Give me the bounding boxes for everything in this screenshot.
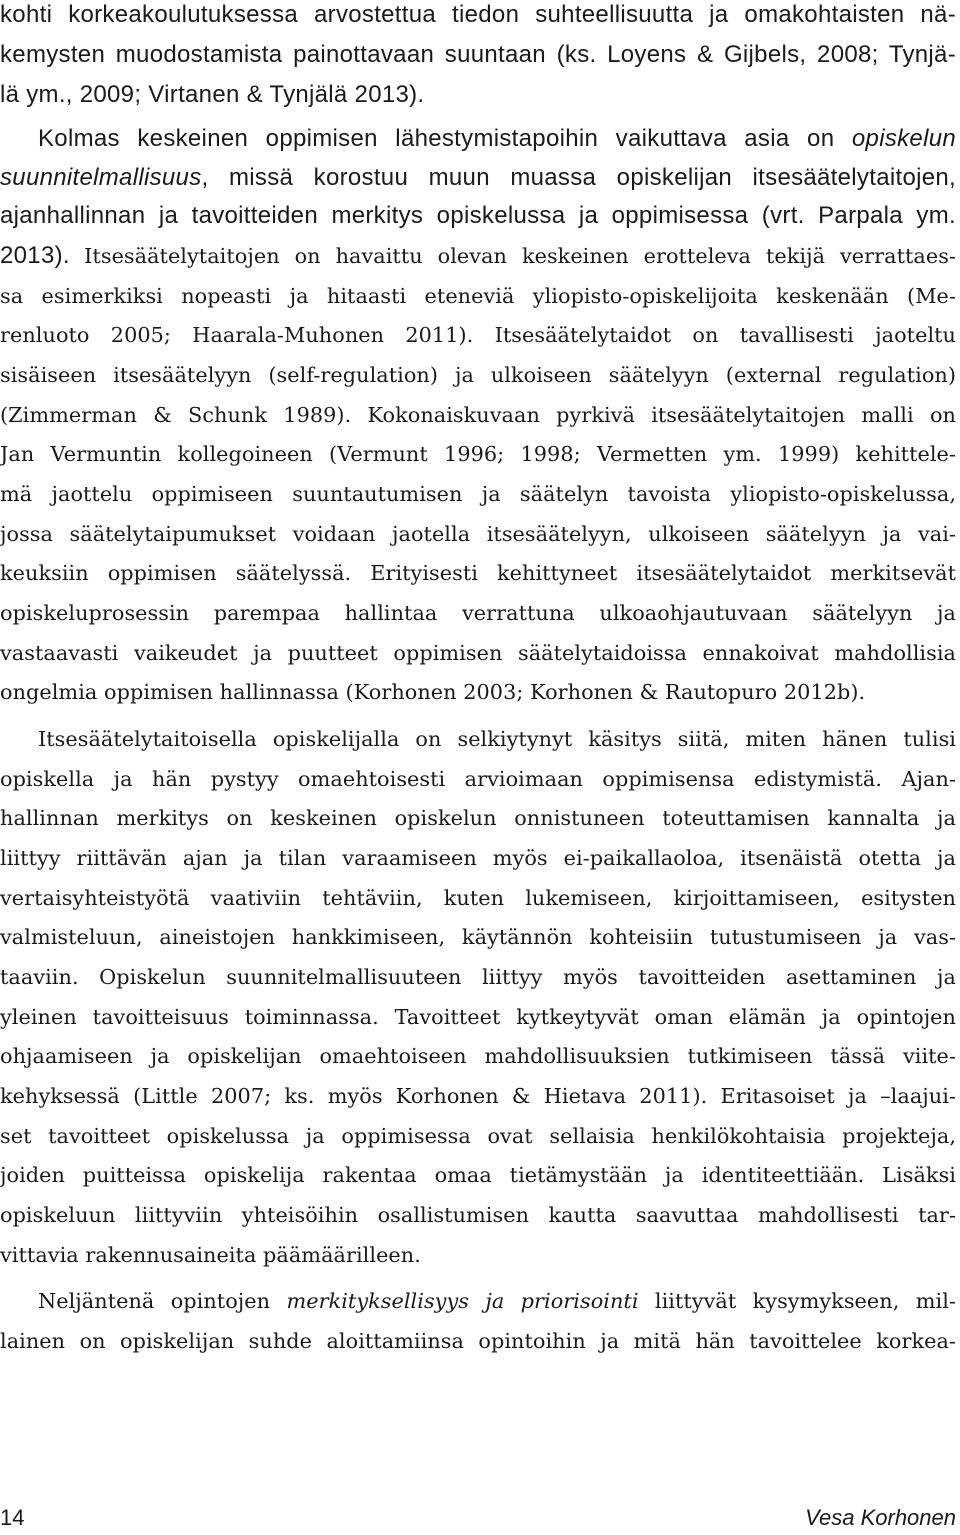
paragraph-line [38, 124, 956, 154]
page-number: 14 [0, 1505, 25, 1530]
text-span: Neljäntenä opintojen [38, 1289, 271, 1313]
paragraph-line: keuksiin oppimisen säätelyssä. Erityisesti kehittyneet itsesäätelytaidot merkitsevät [0, 561, 956, 585]
paragraph-line: taaviin. Opiskelun suunnitelmallisuuteen liittyy myös tavoitteiden asettaminen ja [0, 965, 956, 989]
paragraph-line: mä jaottelu oppimiseen suuntautumisen ja säätelyn tavoista yliopisto-opiskelussa, [0, 482, 956, 506]
paragraph-line: (Zimmerman & Schunk 1989). Kokonaiskuvaan pyrkivä itsesäätelytaitojen malli on [0, 403, 956, 427]
paragraph-line [0, 241, 956, 271]
paragraph-line: kohti korkeakoulutuksessa arvostettua tiedon suhteellisuutta ja omakohtaisten nä- [0, 1, 956, 28]
paragraph-line: hallinnan merkitys on keskeinen opiskelun onnistuneen toteuttamisen kannalta ja [0, 806, 956, 830]
paragraph-line: joiden puitteissa opiskelija rakentaa omaa tietämystään ja identiteettiään. Lisäksi [0, 1163, 956, 1187]
text-span: 2013). [0, 242, 70, 269]
paragraph-line: liittyy riittävän ajan ja tilan varaamiseen myös ei-paikallaoloa, itsenäistä otetta ja [0, 846, 956, 870]
paragraph-line: sisäiseen itsesäätelyyn (self-regulation) ja ulkoiseen säätelyyn (external regulation) [0, 363, 956, 387]
paragraph-line: ongelmia oppimisen hallinnassa (Korhonen 2003; Korhonen & Rautopuro 2012b). [0, 680, 866, 704]
paragraph-line: opiskeluun liittyviin yhteisöihin osallistumisen kautta saavuttaa mahdollisesti tar- [0, 1203, 956, 1227]
paragraph-line: sa esimerkiksi nopeasti ja hitaasti eteneviä yliopisto-opiskelijoita keskenään (Me- [0, 284, 956, 308]
emphasis-text: opiskelun [851, 125, 957, 152]
paragraph-line: lä ym., 2009; Virtanen & Tynjälä 2013). [0, 81, 425, 108]
text-span: liittyvät kysymykseen, mil- [654, 1289, 956, 1313]
author-name: Vesa Korhonen [805, 1505, 956, 1530]
paragraph-line: vastaavasti vaikeudet ja puutteet oppimisen säätelytaidoissa ennakoivat mahdollisia [0, 641, 956, 665]
paragraph-line: Itsesäätelytaitoisella opiskelijalla on selkiytynyt käsitys siitä, miten hänen tulisi [38, 727, 956, 751]
paragraph-line [0, 163, 956, 193]
paragraph-line: jossa säätelytaipumukset voidaan jaotella itsesäätelyyn, ulkoiseen säätelyyn ja vai- [0, 522, 956, 546]
text-span: Kolmas keskeinen oppimisen lähestymistapoihin vaikuttava asia on [38, 125, 835, 152]
paragraph-line [38, 1286, 956, 1316]
paragraph-line: renluoto 2005; Haarala-Muhonen 2011). Itsesäätelytaidot on tavallisesti jaoteltu [0, 323, 956, 347]
emphasis-text: merkityksellisyys ja priorisointi [286, 1289, 639, 1313]
paragraph-line: vertaisyhteistyötä vaativiin tehtäviin, kuten lukemiseen, kirjoittamiseen, esitysten [0, 886, 956, 910]
paragraph-line: opiskeluprosessin parempaa hallintaa verrattuna ulkoaohjautuvaan säätelyyn ja [0, 601, 956, 625]
paragraph-line: ohjaamiseen ja opiskelijan omaehtoiseen mahdollisuuksien tutkimiseen tässä viite- [0, 1044, 956, 1068]
paragraph-line: yleinen tavoitteisuus toiminnassa. Tavoitteet kytkeytyvät oman elämän ja opintojen [0, 1005, 956, 1029]
paragraph-line: lainen on opiskelijan suhde aloittamiinsa opintoihin ja mitä hän tavoittelee korkea- [0, 1329, 956, 1353]
text-span: Itsesäätelytaitojen on havaittu olevan keskeinen erotteleva tekijä verrattaes- [84, 244, 957, 268]
text-span: , missä korostuu muun muassa opiskelijan itsesäätelytaitojen, [201, 164, 956, 191]
paragraph-line: kemysten muodostamista painottavaan suuntaan (ks. Loyens & Gijbels, 2008; Tynjä- [0, 41, 956, 68]
emphasis-text: suunnitelmallisuus [0, 164, 202, 191]
paragraph-line: valmisteluun, aineistojen hankkimiseen, käytännön kohteisiin tutustumiseen ja vas- [0, 925, 956, 949]
paragraph-line: set tavoitteet opiskelussa ja oppimisessa ovat sellaisia henkilökohtaisia projekteja, [0, 1124, 956, 1148]
paragraph-line: opiskella ja hän pystyy omaehtoisesti arvioimaan oppimisensa edistymistä. Ajan- [0, 767, 956, 791]
paragraph-line: ajanhallinnan ja tavoitteiden merkitys opiskelussa ja oppimisessa (vrt. Parpala ym. [0, 202, 956, 229]
paragraph-line: kehyksessä (Little 2007; ks. myös Korhonen & Hietava 2011). Eritasoiset ja –laajui- [0, 1084, 956, 1108]
paragraph-line: Jan Vermuntin kollegoineen (Vermunt 1996; 1998; Vermetten ym. 1999) kehittele- [0, 442, 956, 466]
paragraph-line: vittavia rakennusaineita päämäärilleen. [0, 1243, 421, 1267]
